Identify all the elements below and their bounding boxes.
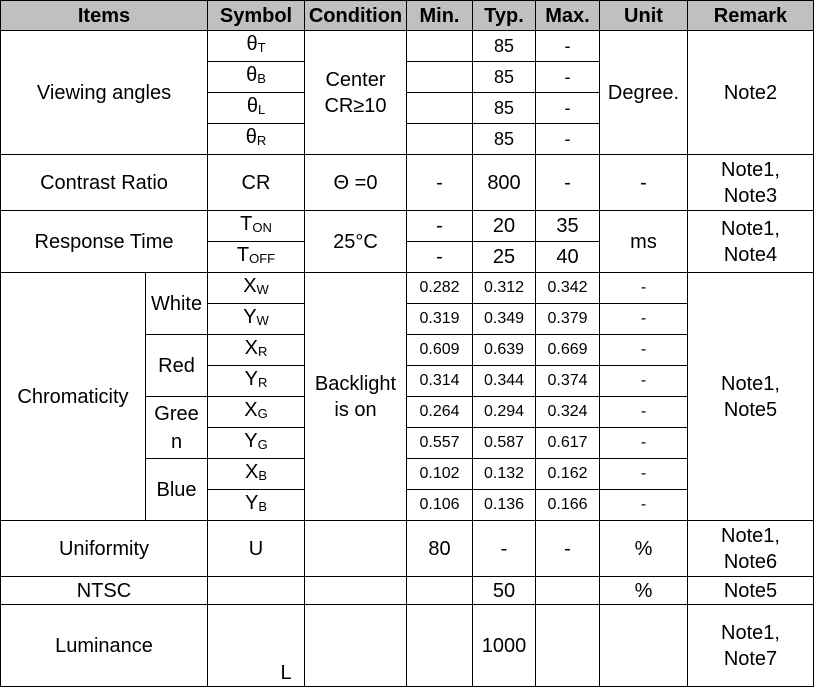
- header-items: Items: [1, 1, 208, 31]
- min-cell: 0.609: [407, 335, 473, 366]
- chromaticity-group-blue: Blue: [146, 459, 208, 521]
- response-unit: ms: [600, 211, 688, 273]
- max-cell: 0.669: [536, 335, 600, 366]
- contrast-remark: Note1, Note3: [688, 155, 814, 211]
- unit-cell: -: [600, 428, 688, 459]
- ntsc-typ: 50: [473, 577, 536, 605]
- symbol-cell: $\theta_B$: [208, 62, 305, 93]
- table-row: [1, 605, 814, 687]
- luminance-typ: 1000: [473, 605, 536, 687]
- response-condition: 25°C: [305, 211, 407, 273]
- chromaticity-group-green: Gree n: [146, 397, 208, 459]
- luminance-unit: [600, 605, 688, 687]
- typ-cell: 25: [473, 242, 536, 273]
- header-condition: Condition: [305, 1, 407, 31]
- table-row: [1, 155, 814, 211]
- max-cell: 0.324: [536, 397, 600, 428]
- table-row: [1, 273, 814, 304]
- min-cell: -: [407, 211, 473, 242]
- symbol-cell: $T_{OFF}$: [208, 242, 305, 273]
- luminance-remark: Note1, Note7: [688, 605, 814, 687]
- symbol-cell: $Y_W$: [208, 304, 305, 335]
- uniformity-symbol: U: [208, 521, 305, 577]
- viewing-condition: Center CR≥10: [305, 31, 407, 155]
- unit-cell: -: [600, 366, 688, 397]
- typ-cell: 85: [473, 31, 536, 62]
- luminance-min: [407, 605, 473, 687]
- chromaticity-group-white: White: [146, 273, 208, 335]
- luminance-max: [536, 605, 600, 687]
- symbol-cell: $Y_G$: [208, 428, 305, 459]
- ntsc-item: NTSC: [1, 577, 208, 605]
- typ-cell: 0.294: [473, 397, 536, 428]
- symbol-cell: $X_R$: [208, 335, 305, 366]
- unit-cell: -: [600, 397, 688, 428]
- header-remark: Remark: [688, 1, 814, 31]
- header-typ: Typ.: [473, 1, 536, 31]
- ntsc-condition: [305, 577, 407, 605]
- max-cell: 0.379: [536, 304, 600, 335]
- max-cell: 0.166: [536, 490, 600, 521]
- header-row: [1, 1, 814, 31]
- max-cell: -: [536, 31, 600, 62]
- uniformity-item: Uniformity: [1, 521, 208, 577]
- chromaticity-condition: Backlight is on: [305, 273, 407, 521]
- max-cell: -: [536, 62, 600, 93]
- table-row: [1, 521, 814, 577]
- max-cell: 0.342: [536, 273, 600, 304]
- luminance-item: Luminance: [1, 605, 208, 687]
- header-symbol: Symbol: [208, 1, 305, 31]
- symbol-cell: $X_B$: [208, 459, 305, 490]
- max-cell: 0.162: [536, 459, 600, 490]
- symbol-cell: $Y_R$: [208, 366, 305, 397]
- min-cell: -: [407, 242, 473, 273]
- contrast-unit: -: [600, 155, 688, 211]
- response-item: Response Time: [1, 211, 208, 273]
- unit-cell: -: [600, 273, 688, 304]
- min-cell: 0.106: [407, 490, 473, 521]
- symbol-cell: $X_G$: [208, 397, 305, 428]
- viewing-unit: Degree.: [600, 31, 688, 155]
- max-cell: -: [536, 124, 600, 155]
- min-cell: 0.282: [407, 273, 473, 304]
- uniformity-typ: -: [473, 521, 536, 577]
- contrast-item: Contrast Ratio: [1, 155, 208, 211]
- typ-cell: 85: [473, 124, 536, 155]
- min-cell: 0.102: [407, 459, 473, 490]
- chromaticity-remark: Note1, Note5: [688, 273, 814, 521]
- table-row: [1, 211, 814, 242]
- uniformity-min: 80: [407, 521, 473, 577]
- symbol-cell: $X_W$: [208, 273, 305, 304]
- contrast-condition: Θ =0: [305, 155, 407, 211]
- ntsc-max: [536, 577, 600, 605]
- min-cell: 0.314: [407, 366, 473, 397]
- symbol-cell: $\theta_R$: [208, 124, 305, 155]
- unit-cell: -: [600, 459, 688, 490]
- typ-cell: 20: [473, 211, 536, 242]
- min-cell: [407, 31, 473, 62]
- luminance-condition: [305, 605, 407, 687]
- table-row: [1, 31, 814, 62]
- symbol-cell: $Y_B$: [208, 490, 305, 521]
- contrast-symbol: CR: [208, 155, 305, 211]
- max-cell: 35: [536, 211, 600, 242]
- typ-cell: 0.136: [473, 490, 536, 521]
- unit-cell: -: [600, 490, 688, 521]
- symbol-cell: $\theta_L$: [208, 93, 305, 124]
- response-remark: Note1, Note4: [688, 211, 814, 273]
- ntsc-min: [407, 577, 473, 605]
- header-unit: Unit: [600, 1, 688, 31]
- viewing-angles-item: Viewing angles: [1, 31, 208, 155]
- typ-cell: 85: [473, 62, 536, 93]
- symbol-cell: $T_{ON}$: [208, 211, 305, 242]
- min-cell: [407, 93, 473, 124]
- unit-cell: -: [600, 304, 688, 335]
- luminance-symbol: L: [208, 605, 305, 687]
- table-row: [1, 577, 814, 605]
- max-cell: 0.374: [536, 366, 600, 397]
- header-max: Max.: [536, 1, 600, 31]
- typ-cell: 85: [473, 93, 536, 124]
- ntsc-symbol: [208, 577, 305, 605]
- viewing-remark: Note2: [688, 31, 814, 155]
- unit-cell: -: [600, 335, 688, 366]
- contrast-typ: 800: [473, 155, 536, 211]
- symbol-cell: $\theta_T$: [208, 31, 305, 62]
- header-min: Min.: [407, 1, 473, 31]
- typ-cell: 0.349: [473, 304, 536, 335]
- min-cell: [407, 62, 473, 93]
- min-cell: 0.264: [407, 397, 473, 428]
- uniformity-condition: [305, 521, 407, 577]
- min-cell: 0.319: [407, 304, 473, 335]
- max-cell: 40: [536, 242, 600, 273]
- max-cell: 0.617: [536, 428, 600, 459]
- typ-cell: 0.639: [473, 335, 536, 366]
- uniformity-max: -: [536, 521, 600, 577]
- ntsc-remark: Note5: [688, 577, 814, 605]
- chromaticity-item: Chromaticity: [1, 273, 146, 521]
- contrast-max: -: [536, 155, 600, 211]
- chromaticity-group-red: Red: [146, 335, 208, 397]
- typ-cell: 0.587: [473, 428, 536, 459]
- uniformity-unit: %: [600, 521, 688, 577]
- contrast-min: -: [407, 155, 473, 211]
- typ-cell: 0.312: [473, 273, 536, 304]
- min-cell: 0.557: [407, 428, 473, 459]
- ntsc-unit: %: [600, 577, 688, 605]
- typ-cell: 0.344: [473, 366, 536, 397]
- max-cell: -: [536, 93, 600, 124]
- uniformity-remark: Note1, Note6: [688, 521, 814, 577]
- min-cell: [407, 124, 473, 155]
- typ-cell: 0.132: [473, 459, 536, 490]
